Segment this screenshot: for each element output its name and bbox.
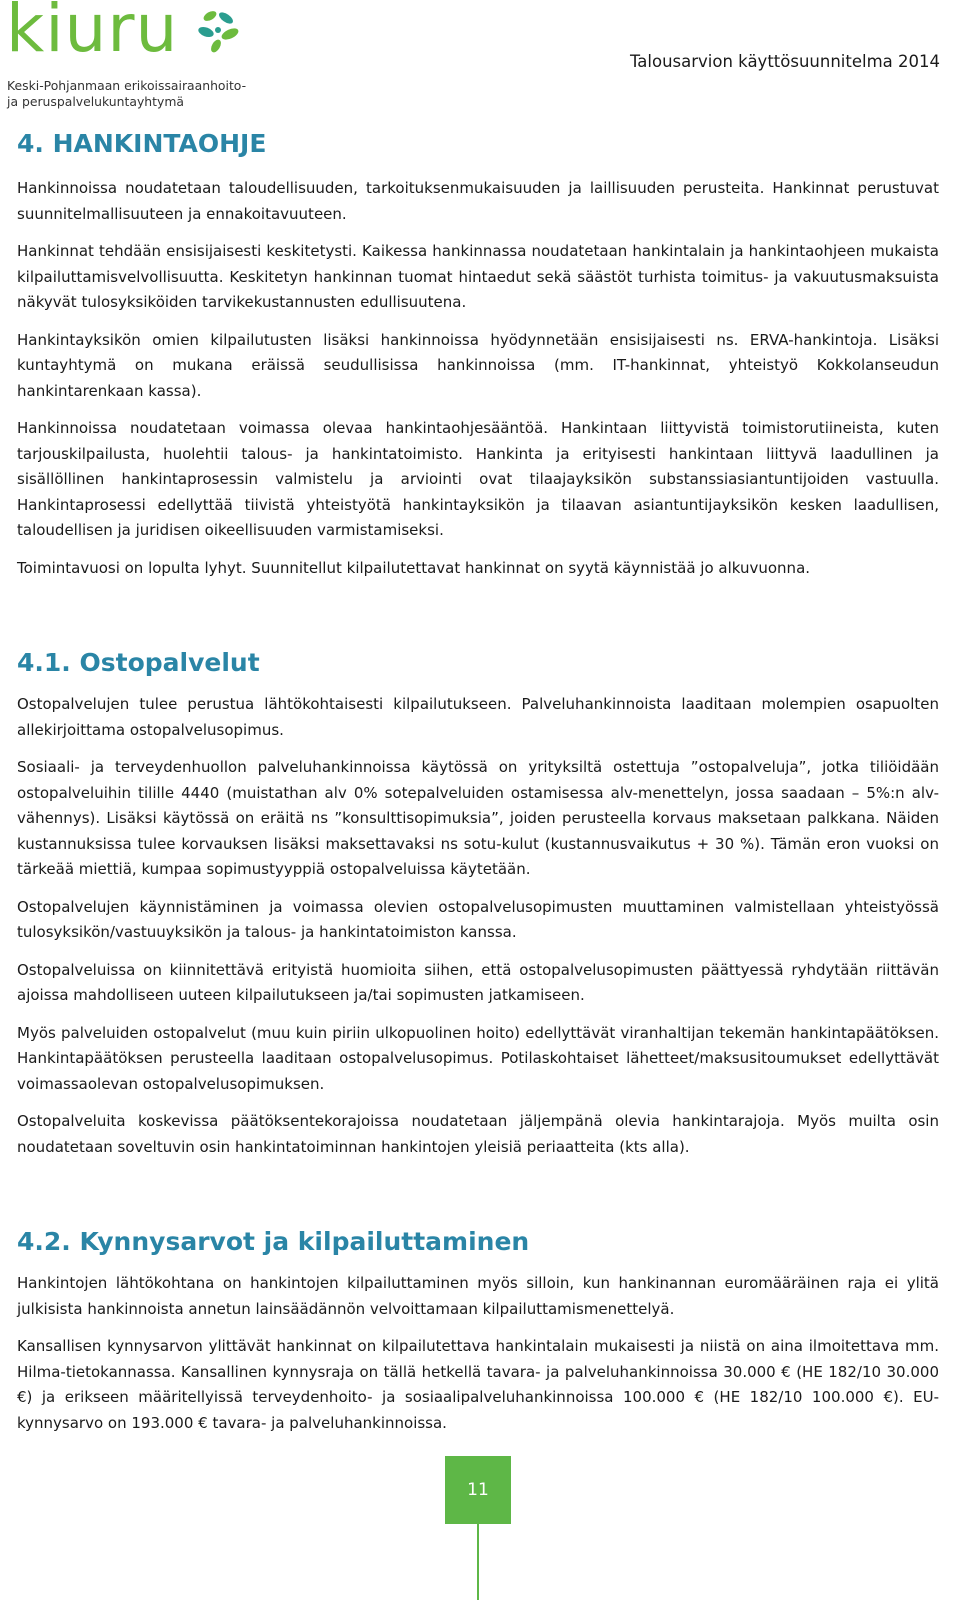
logo-subtitle-line-2: ja peruspalvelukuntayhtymä	[7, 94, 185, 109]
section-heading-4-1: 4.1. Ostopalvelut	[17, 648, 260, 677]
paragraph: Hankinnoissa noudatetaan voimassa olevaa hankintaohjesääntöä. Hankintaan liittyvistä toimistorutiineista, kuten tarjouskilpailusta, huolehtii talous- ja hankintatoimisto. Hankinta ja erityisesti hankintaan liittyvä laadullinen ja sisällöllinen hankintaprosessin valmistelu ja arviointi ovat tilaajayksikön substanssiasiantuntijoiden vastuulla. Hankintaprosessi edellyttää tiivistä yhteistyötä hankintayksikön ja tilaavan asiantuntijayksikön kesken laadullisen, taloudellisen ja juridisen oikeellisuuden varmistamiseksi.	[17, 419, 939, 539]
document-title: Talousarvion käyttösuunnitelma 2014	[629, 52, 940, 71]
section-spacer	[17, 1172, 939, 1224]
logo-wordmark: kiuru	[6, 0, 179, 67]
leaf-cluster-icon	[196, 6, 248, 62]
page-header	[0, 0, 960, 120]
paragraph: Myös palveluiden ostopalvelut (muu kuin piriin ulkopuolinen hoito) edellyttävät viranhaltijan tekemän hankintapäätöksen. Hankintapäätöksen perusteella laaditaan ostopalvelusopimus. Potilaskohtaiset lähetteet/maksusitoumukset edellyttävät voimassaolevan ostopalvelusopimuksen.	[17, 1023, 939, 1093]
paragraph: Ostopalveluissa on kiinnitettävä erityistä huomioita siihen, että ostopalvelusopimusten päättyessä ryhdytään riittävän ajoissa mahdolliseen uuteen kilpailutukseen ja/tai sopimusten jatkamiseen.	[17, 960, 939, 1004]
section-heading-4: 4. HANKINTAOHJE	[17, 129, 267, 158]
page-number: 11	[445, 1456, 511, 1524]
paragraph: Hankintojen lähtökohtana on hankintojen kilpailuttaminen myös silloin, kun hankinannan euromääräinen raja ei ylitä julkisista hankinnoista annetun lainsäädännön velvoittamaan kilpailuttamismenettelyä.	[17, 1274, 939, 1318]
paragraph: Ostopalveluita koskevissa päätöksentekorajoissa noudatetaan jäljempänä olevia hankintarajoja. Myös muilta osin noudatetaan soveltuvin osin hankintatoiminnan hankintojen yleisiä periaatteita (kts alla).	[17, 1112, 939, 1156]
logo-subtitle-line-1: Keski-Pohjanmaan erikoissairaanhoito-	[7, 78, 247, 93]
section-spacer	[17, 593, 939, 645]
paragraph: Ostopalvelujen tulee perustua lähtökohtaisesti kilpailutukseen. Palveluhankinnoista laaditaan molempien osapuolten allekirjoittama ostopalvelusopimus.	[17, 695, 939, 739]
page-number-line	[477, 1524, 479, 1600]
paragraph: Sosiaali- ja terveydenhuollon palveluhankinnoissa käytössä on yrityksiltä ostettuja ”ostopalveluja”, jotka tiliöidään ostopalveluihin tilille 4440 (muistathan alv 0% sotepalveluiden ostamisessa alv-menettelyn, jossa saadaan – 5%:n alv-vähennys). Lisäksi käytössä on eräitä ns ”konsulttisopimuksia”, joiden perusteella korvaus maksetaan palkkana. Näiden kustannuksissa tulee korvauksen lisäksi maksettavaksi ns sotu-kulut (kustannusvaikutus + 30 %). Tämän eron vuoksi on tärkeää miettiä, kumpaa sopimustyyppiä ostopalveluissa käytetään.	[17, 758, 939, 878]
paragraph: Kansallisen kynnysarvon ylittävät hankinnat on kilpailutettava hankintalain mukaisesti ja niistä on aina ilmoitettava mm. Hilma-tietokannassa. Kansallinen kynnysraja on tällä hetkellä tavara- ja palveluhankinnoissa 30.000 € (HE 182/10 30.000 €) ja erikseen määritellyissä terveydenhoito- ja sosiaalipalveluhankinnoissa 100.000 € (HE 182/10 100.000 €). EU-kynnysarvo on 193.000 € tavara- ja palveluhankinnoissa.	[17, 1337, 939, 1432]
paragraph: Ostopalvelujen käynnistäminen ja voimassa olevien ostopalvelusopimusten muuttaminen valmistellaan yhteistyössä tulosyksikön/vastuuyksikön ja talous- ja hankintatoimiston kanssa.	[17, 897, 939, 941]
paragraph: Toimintavuosi on lopulta lyhyt. Suunnitellut kilpailutettavat hankinnat on syytä käynnistää jo alkuvuonna.	[17, 558, 811, 577]
paragraph: Hankintayksikön omien kilpailutusten lisäksi hankinnoissa hyödynnetään ensisijaisesti ns. ERVA-hankintoja. Lisäksi kuntayhtymä on mukana eräissä seudullisissa hankinnoissa (mm. IT-hankinnat, yhteistyö Kokkolanseudun hankintarenkaan kassa).	[17, 330, 939, 400]
paragraph: Hankinnat tehdään ensisijaisesti keskitetysti. Kaikessa hankinnassa noudatetaan hankintalain ja hankintaohjeen mukaista kilpailuttamisvelvollisuutta. Keskitetyn hankinnan tuomat hintaedut sekä säästöt turhista toimitus- ja vakuutusmaksuista näkyvät tulosyksiköiden tarvikekustannusten edullisuutena.	[17, 242, 939, 311]
document-body	[17, 126, 939, 1448]
paragraph: Hankinnoissa noudatetaan taloudellisuuden, tarkoituksenmukaisuuden ja laillisuuden perusteita. Hankinnat perustuvat suunnitelmallisuuteen ja ennakoitavuuteen.	[17, 179, 939, 223]
organization-logo	[6, 0, 256, 114]
section-heading-4-2: 4.2. Kynnysarvot ja kilpailuttaminen	[17, 1227, 530, 1256]
